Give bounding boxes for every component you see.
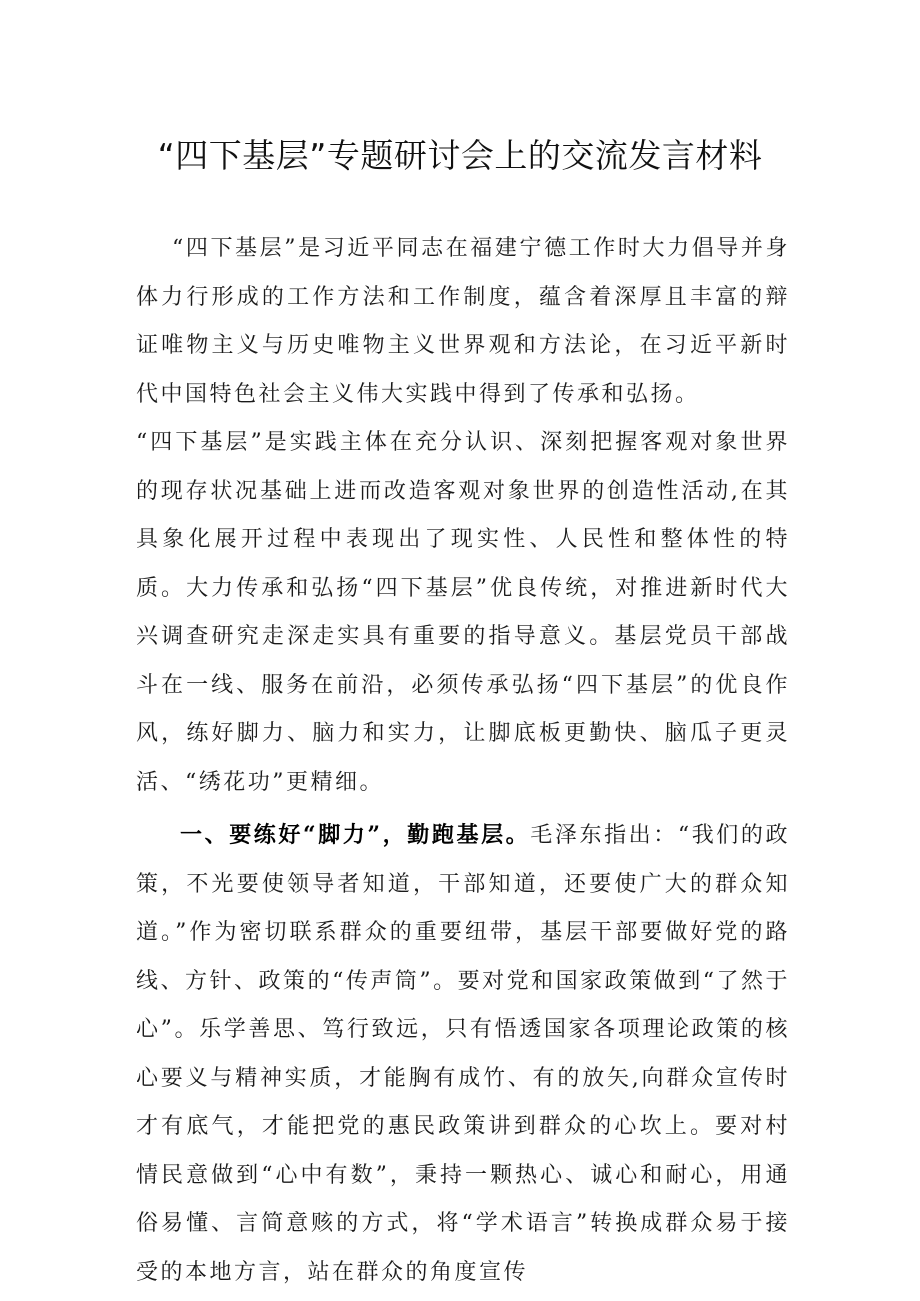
paragraph-intro: “四下基层”是习近平同志在福建宁德工作时大力倡导并身体力行形成的工作方法和工作制度，蕴含着深厚且丰富的辩证唯物主义与历史唯物主义世界观和方法论，在习近平新时代中国特色社会主义伟大实践中得到了传承和弘扬。 bbox=[136, 236, 790, 407]
paragraph-practice: “四下基层”是实践主体在充分认识、深刻把握客观对象世界的现存状况基础上进而改造客观对象世界的创造性活动,在其具象化展开过程中表现出了现实性、人民性和整体性的特质。大力传承和弘扬“四下基层”优良传统，对推进新时代大兴调查研究走深走实具有重要的指导意义。基层党员干部战斗在一线、服务在前沿，必须传承弘扬“四下基层”的优良作风，练好脚力、脑力和实力，让脚底板更勤快、脑瓜子更灵活、“绣花功”更精细。 bbox=[136, 430, 790, 795]
document-body bbox=[136, 225, 790, 1297]
section-heading: 一、要练好“脚力”，勤跑基层。 bbox=[180, 822, 531, 848]
document-title: “四下基层”专题研讨会上的交流发言材料 bbox=[157, 136, 763, 175]
paragraph-section-one bbox=[136, 811, 790, 1297]
section-body: 毛泽东指出：“我们的政策，不光要使领导者知道，干部知道，还要使广大的群众知道。”作为密切联系群众的重要纽带，基层干部要做好党的路线、方针、政策的“传声筒”。要对党和国家政策做到“了然于心”。乐学善思、笃行致远，只有悟透国家各项理论政策的核心要义与精神实质，才能胸有成竹、有的放矢,向群众宣传时才有底气，才能把党的惠民政策讲到群众的心坎上。要对村情民意做到“心中有数”，秉持一颗热心、诚心和耐心，用通俗易懂、言简意赅的方式，将“学术语言”转换成群众易于接受的本地方言，站在群众的角度宣传 bbox=[136, 823, 791, 1285]
